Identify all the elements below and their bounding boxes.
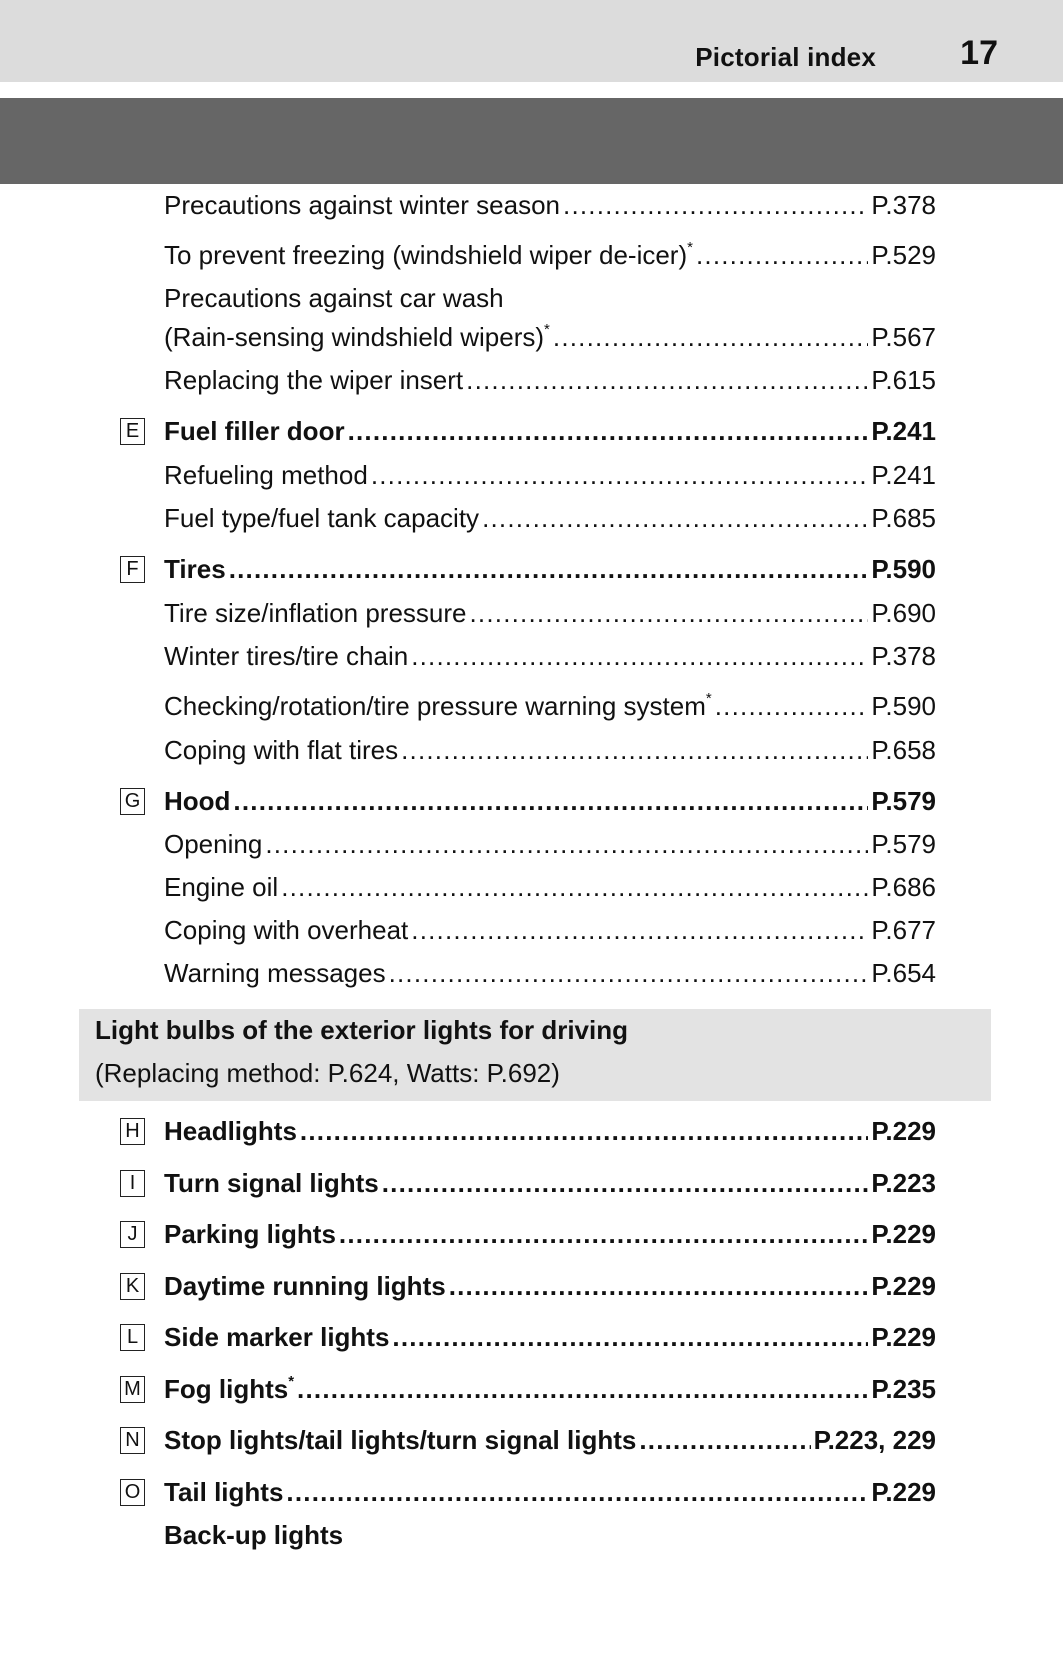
entry-page[interactable]: P.241 (871, 460, 936, 490)
letter-badge-j: J (120, 1221, 145, 1248)
index-entry[interactable] (164, 458, 936, 492)
asterisk-note: * (544, 321, 550, 339)
dot-leader (286, 1475, 868, 1509)
dot-leader (466, 363, 868, 397)
entry-label: Side marker lights (164, 1322, 390, 1352)
index-entry[interactable] (164, 639, 936, 673)
dot-leader (696, 238, 868, 272)
entry-page[interactable]: P.378 (871, 641, 936, 671)
header-band (0, 0, 1063, 82)
index-entry-daytime-running-lights[interactable] (164, 1269, 936, 1303)
dot-leader (382, 1166, 869, 1200)
entry-page[interactable]: P.378 (871, 190, 936, 220)
dot-leader (297, 1372, 868, 1406)
entry-page[interactable]: P.590 (871, 691, 936, 721)
index-entry[interactable] (164, 733, 936, 767)
letter-badge-h: H (120, 1118, 145, 1145)
dot-leader (639, 1423, 810, 1457)
letter-badge-i: I (120, 1170, 145, 1197)
entry-label: Back-up lights (164, 1520, 344, 1550)
index-entry-tail-lights[interactable] (164, 1475, 936, 1509)
entry-label: Tail lights (164, 1477, 284, 1507)
entry-label: (Rain-sensing windshield wipers) (164, 322, 545, 352)
letter-badge-o: O (120, 1479, 145, 1506)
index-entry[interactable] (164, 870, 936, 904)
entry-label: Headlights (164, 1116, 297, 1146)
letter-badge-l: L (120, 1324, 145, 1351)
index-entry-hood[interactable] (164, 784, 936, 818)
asterisk-note: * (705, 690, 712, 708)
index-entry-fog-lights[interactable] (164, 1372, 936, 1406)
section-title: Pictorial index (695, 42, 876, 72)
dot-leader (348, 414, 869, 448)
page-number: 17 (960, 34, 998, 72)
index-entry-side-marker-lights[interactable] (164, 1320, 936, 1354)
index-entry-fuel-filler-door[interactable] (164, 414, 936, 448)
entry-label: Tires (164, 554, 226, 584)
entry-label: Coping with flat tires (164, 735, 399, 765)
index-entry[interactable] (164, 596, 936, 630)
entry-label: Daytime running lights (164, 1271, 446, 1301)
index-entry[interactable] (164, 238, 936, 272)
entry-label: Opening (164, 829, 263, 859)
entry-label: Refueling method (164, 460, 368, 490)
letter-badge-n: N (120, 1427, 145, 1454)
entry-page[interactable]: P.685 (871, 503, 936, 533)
dot-leader (449, 1269, 869, 1303)
entry-page[interactable]: P.229 (871, 1116, 936, 1146)
entry-page[interactable]: P.686 (871, 872, 936, 902)
dot-leader (715, 689, 869, 723)
entry-page[interactable]: P.241 (871, 416, 936, 446)
entry-page[interactable]: P.229 (871, 1477, 936, 1507)
index-entry-parking-lights[interactable] (164, 1217, 936, 1251)
entry-label: Coping with overheat (164, 915, 409, 945)
bulb-section-subtitle: (Replacing method: P.624, Watts: P.692) (95, 1058, 560, 1088)
dot-leader (339, 1217, 868, 1251)
index-entry[interactable] (164, 188, 936, 222)
dot-leader (482, 501, 868, 535)
entry-page[interactable]: P.223 (871, 1168, 936, 1198)
entry-label: Fog lights (164, 1374, 289, 1404)
entry-page[interactable]: P.658 (871, 735, 936, 765)
index-entry-headlights[interactable] (164, 1114, 936, 1148)
entry-label: Hood (164, 786, 231, 816)
dot-leader (389, 956, 869, 990)
index-entry[interactable] (164, 363, 936, 397)
dot-leader (281, 870, 868, 904)
index-entry[interactable] (164, 913, 936, 947)
header-dark-bar (0, 98, 1063, 184)
dot-leader (553, 320, 869, 354)
index-entry-tires[interactable] (164, 552, 936, 586)
entry-label: Precautions against car wash (164, 283, 504, 313)
dot-leader (229, 552, 869, 586)
entry-page[interactable]: P.654 (871, 958, 936, 988)
entry-page[interactable]: P.229 (871, 1322, 936, 1352)
entry-page[interactable]: P.529 (871, 240, 936, 270)
dot-leader (300, 1114, 868, 1148)
dot-leader (470, 596, 869, 630)
letter-badge-k: K (120, 1273, 145, 1300)
dot-leader (233, 784, 868, 818)
entry-page[interactable]: P.690 (871, 598, 936, 628)
entry-page[interactable]: P.615 (871, 365, 936, 395)
dot-leader (371, 458, 869, 492)
entry-label: Checking/rotation/tire pressure warning system (164, 691, 706, 721)
entry-label: Fuel filler door (164, 416, 345, 446)
entry-page[interactable]: P.229 (871, 1219, 936, 1249)
index-entry[interactable] (164, 320, 936, 354)
letter-badge-g: G (120, 788, 145, 815)
entry-page[interactable]: P.590 (871, 554, 936, 584)
letter-badge-f: F (120, 556, 145, 583)
index-entry[interactable] (164, 827, 936, 861)
entry-label: Replacing the wiper insert (164, 365, 464, 395)
dot-leader (411, 639, 868, 673)
entry-label: Fuel type/fuel tank capacity (164, 503, 480, 533)
entry-page[interactable]: P.229 (871, 1271, 936, 1301)
dot-leader (265, 827, 868, 861)
index-entry-stop-tail-turn-lights[interactable] (164, 1423, 936, 1457)
letter-badge-m: M (120, 1376, 145, 1403)
index-entry[interactable] (164, 501, 936, 535)
bulb-section-title: Light bulbs of the exterior lights for driving (95, 1015, 628, 1045)
entry-page[interactable]: P.235 (871, 1374, 936, 1404)
entry-label: Engine oil (164, 872, 279, 902)
dot-leader (401, 733, 868, 767)
asterisk-note: * (288, 1373, 295, 1391)
entry-label: Winter tires/tire chain (164, 641, 409, 671)
index-entry[interactable] (164, 956, 936, 990)
asterisk-note: * (687, 239, 693, 257)
entry-label: Stop lights/tail lights/turn signal lights (164, 1425, 637, 1455)
entry-label: Turn signal lights (164, 1168, 379, 1198)
dot-leader (392, 1320, 868, 1354)
entry-label: To prevent freezing (windshield wiper de-icer) (164, 240, 688, 270)
dot-leader (411, 913, 868, 947)
entry-label: Tire size/inflation pressure (164, 598, 467, 628)
entry-page[interactable]: P.567 (871, 322, 936, 352)
dot-leader (563, 188, 868, 222)
entry-page[interactable]: P.677 (871, 915, 936, 945)
entry-label: Warning messages (164, 958, 386, 988)
entry-page[interactable]: P.223, 229 (813, 1425, 936, 1455)
entry-label: Parking lights (164, 1219, 336, 1249)
letter-badge-e: E (120, 418, 145, 445)
entry-page[interactable]: P.579 (871, 786, 936, 816)
index-entry[interactable] (164, 689, 936, 723)
entry-label: Precautions against winter season (164, 190, 561, 220)
index-entry-turn-signal-lights[interactable] (164, 1166, 936, 1200)
entry-page[interactable]: P.579 (871, 829, 936, 859)
